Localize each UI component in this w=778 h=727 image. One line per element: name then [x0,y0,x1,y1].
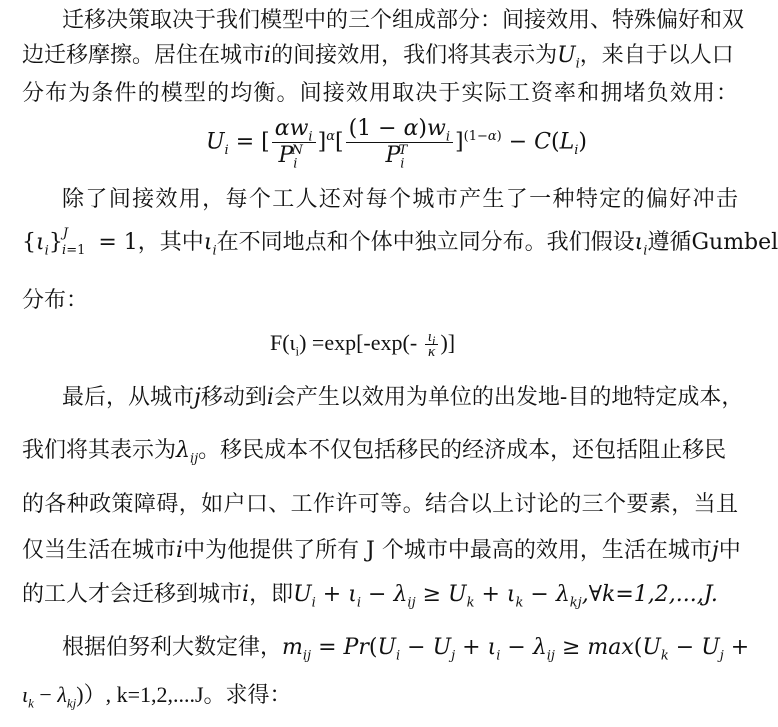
paragraph-3-line-3: 的各种政策障碍，如户口、工作许可等。结合以上讨论的三个要素，当且 [22,492,738,517]
paragraph-2-line-2: $\{\iota_i\}^J_{i=1} = 1$，其中$\iota_i$在不同地点和个体中独立同分布。我们假设$\iota_i$遵循Gumbel [22,225,778,259]
gumbel-equation: $F(\iota_i) =\exp[-\exp(-$ $\frac{\iota_i}{\kappa}$ )] [270,329,456,361]
paragraph-4-line-2: $\iota_k - \lambda_{kj}$)）, k=1,2,....J。求得： [22,682,292,711]
paragraph-3-line-4: 仅当生活在城市i中为他提供了所有 J 个城市中最高的效用，生活在城市j中 [22,538,741,563]
paragraph-3-line-1: 最后，从城市j移动到i会产生以效用为单位的出发地-目的地特定成本， [62,385,744,410]
paragraph-1-line-2: 边迁移摩擦。居住在城市i的间接效用，我们将其表示为$U_i$，来自于以人口 [22,43,734,72]
paragraph-3-line-5: 的工人才会迁移到城市i，即$U_i + \iota_i - \lambda_{ij} \ge U_k + \iota_k$ − $\lambda_{kj},\forall k=1,2,...,J$. [22,582,718,611]
utility-equation: $U_i$ = [ $\frac{\alpha w_i}{P_i^N}$ ]$^\alpha$[ $\frac{(1 - \alpha)w_i}{P_i^T}$ ]$^{(1-\alpha)} - C(L_i)$ [206,116,587,172]
paragraph-1-line-3: 分布为条件的模型的均衡。间接效用取决于实际工资率和拥堵负效用： [22,81,738,106]
paragraph-4-line-1: 根据伯努利大数定律，$m_{ij} = Pr(U_i - U_j + \iota_i - \lambda_{ij} \ge \max(U_k - U_j$ + [62,635,750,664]
paragraph-1-line-1: 迁移决策取决于我们模型中的三个组成部分：间接效用、特殊偏好和双 [62,8,745,33]
paragraph-2-line-1: 除了间接效用，每个工人还对每个城市产生了一种特定的偏好冲击 [62,187,738,212]
paragraph-2-line-3: 分布： [22,288,89,313]
paragraph-3-line-2: 我们将其表示为$\lambda_{ij}$。移民成本不仅包括移民的经济成本，还包括阻止移民 [22,438,727,467]
